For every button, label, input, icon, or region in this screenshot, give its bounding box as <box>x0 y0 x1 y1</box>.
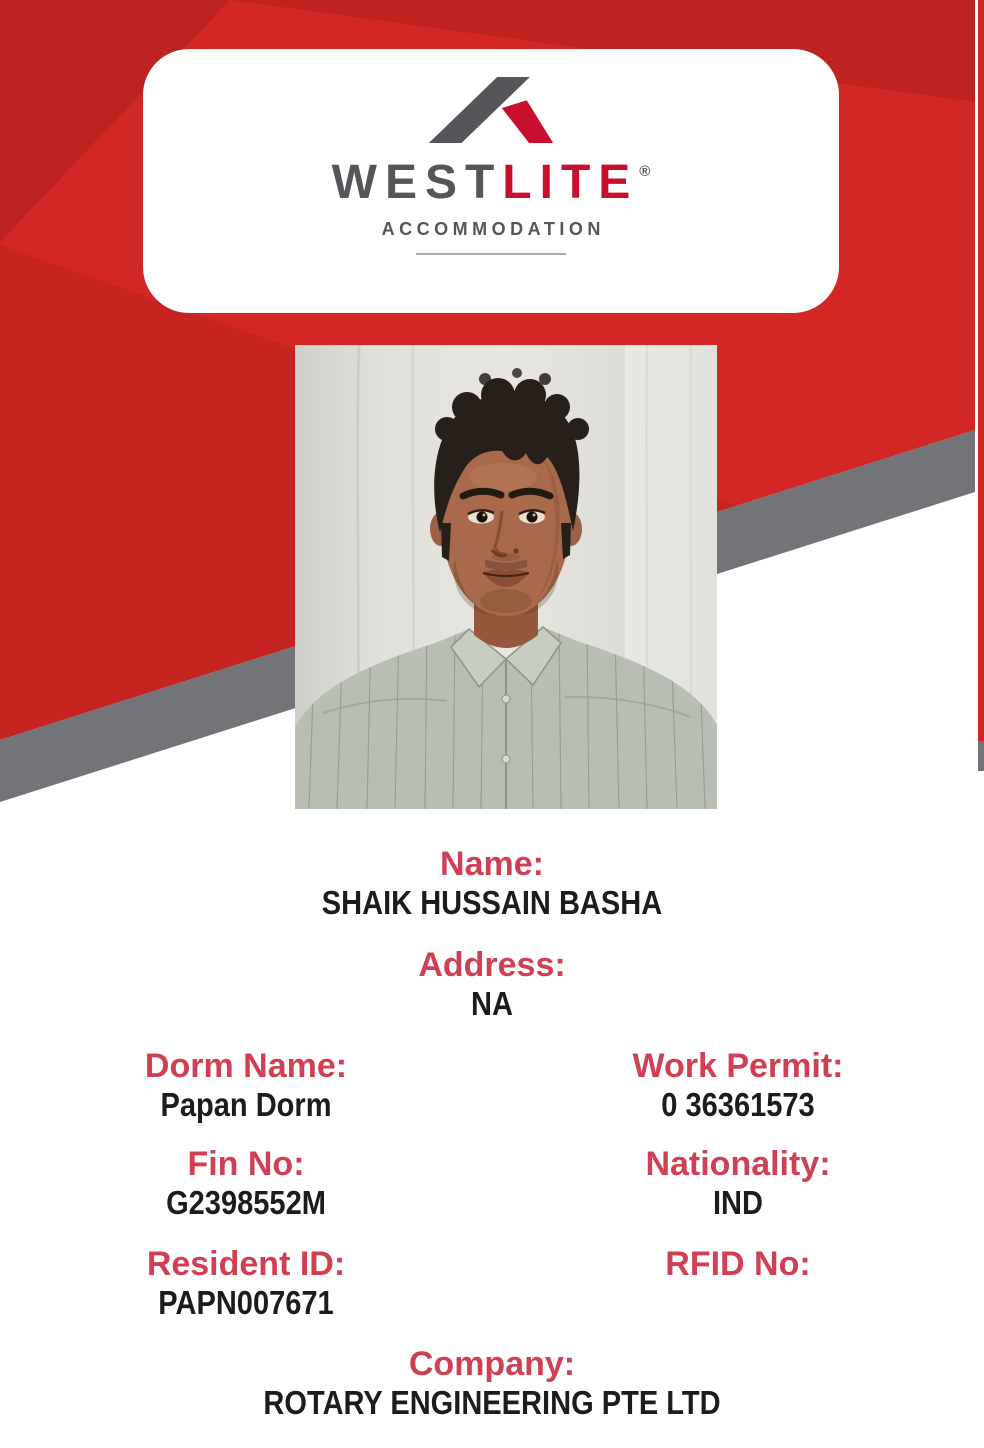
nationality-label: Nationality: <box>645 1145 831 1183</box>
rfid-no-label: RFID No: <box>665 1245 811 1283</box>
field-rfid-no <box>492 1244 984 1322</box>
row-fin-nationality <box>0 1144 984 1222</box>
work-permit-value: 0 36361573 <box>661 1086 815 1123</box>
row-residentid-rfid <box>0 1244 984 1322</box>
name-value: SHAIK HUSSAIN BASHA <box>321 884 663 921</box>
brand-wordmark-west: WEST <box>331 156 503 209</box>
right-edge-gray-strip <box>978 741 984 771</box>
logo-red-beam <box>502 100 553 143</box>
work-permit-label: Work Permit: <box>632 1047 844 1085</box>
resident-photo <box>295 345 717 809</box>
field-dorm-name <box>0 1046 492 1124</box>
field-company <box>0 1344 984 1422</box>
name-label: Name: <box>440 845 544 883</box>
field-work-permit <box>492 1046 984 1124</box>
company-label: Company: <box>408 1345 576 1383</box>
field-resident-id <box>0 1244 492 1322</box>
resident-id-value: PAPN007671 <box>158 1284 334 1321</box>
brand-wordmark <box>331 156 651 209</box>
field-name <box>0 844 984 922</box>
registered-trademark-symbol: ® <box>639 163 651 180</box>
field-nationality <box>492 1144 984 1222</box>
right-edge-red-strip <box>978 0 984 741</box>
dorm-name-value: Papan Dorm <box>160 1086 332 1123</box>
fin-no-label: Fin No: <box>187 1145 305 1183</box>
brand-tagline: ACCOMMODATION <box>381 218 605 239</box>
nationality-value: IND <box>712 1184 764 1221</box>
fin-no-value: G2398552M <box>166 1184 326 1221</box>
brand-card <box>143 49 839 313</box>
tagline-underline <box>416 253 566 255</box>
field-fin-no <box>0 1144 492 1222</box>
brand-wordmark-lite: LITE <box>502 156 639 209</box>
resident-portrait-illustration <box>295 345 717 809</box>
row-dorm-workpermit <box>0 1046 984 1124</box>
eye-right <box>519 510 545 523</box>
company-value: ROTARY ENGINEERING PTE LTD <box>263 1384 721 1421</box>
eye-left <box>468 510 494 523</box>
westlite-roof-logo-icon <box>415 77 567 143</box>
resident-id-label: Resident ID: <box>146 1245 346 1283</box>
field-address <box>0 945 984 1023</box>
address-label: Address: <box>418 946 566 984</box>
address-value: NA <box>471 985 513 1022</box>
dorm-name-label: Dorm Name: <box>144 1047 348 1085</box>
